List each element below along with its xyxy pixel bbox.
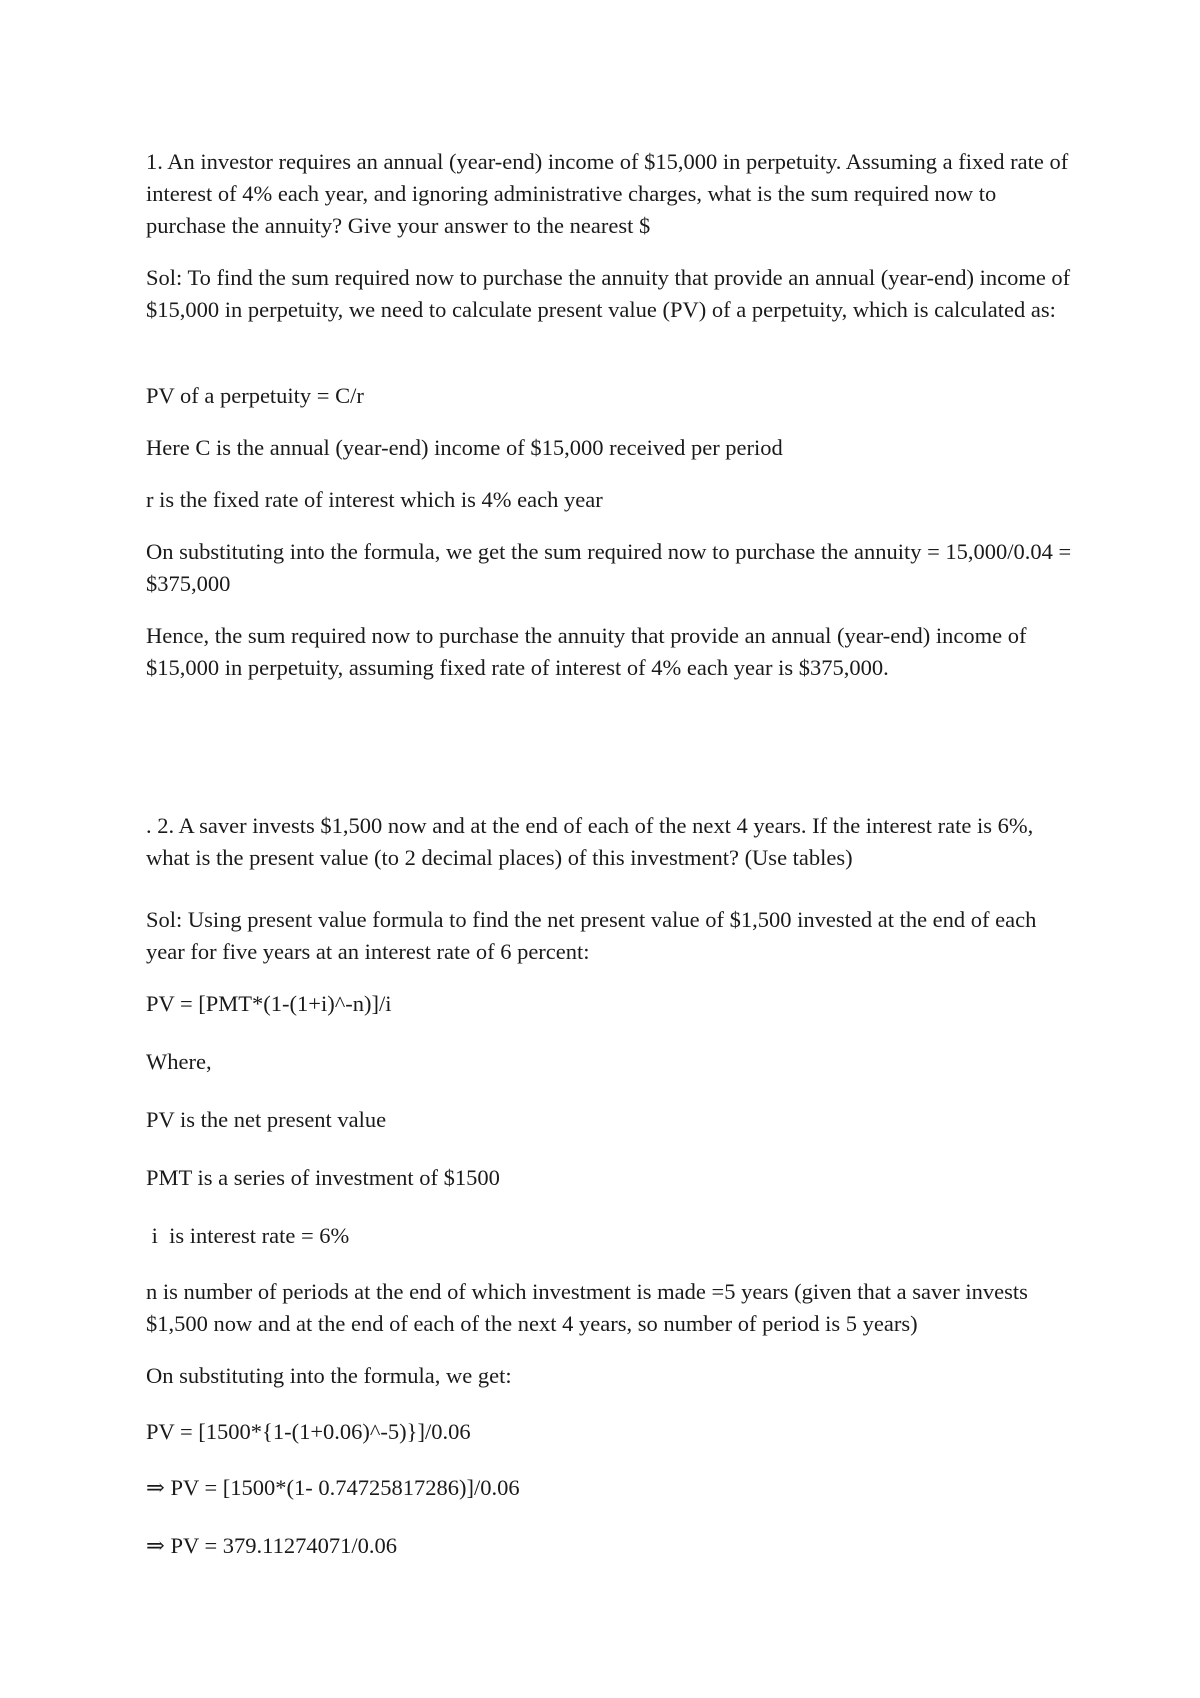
q2-where: Where, <box>146 1049 212 1074</box>
q2-definition-pmt: PMT is a series of investment of $1500 <box>146 1165 500 1190</box>
q2-step-3: ⇒ PV = 379.11274071/0.06 <box>146 1533 397 1558</box>
q1-conclusion: Hence, the sum required now to purchase the annuity that provide an annual (year-end) income of $15,000 in perpetuity, assuming fixed rate of interest of 4% each year is $375,000. <box>146 623 1027 680</box>
question-1: 1. An investor requires an annual (year-end) income of $15,000 in perpetuity. Assuming a fixed rate of interest of 4% each year, and ignoring administrative charges, what is the sum required now to purchase the annuity? Give your answer to the nearest $ <box>146 149 1069 238</box>
q1-definition-r: r is the fixed rate of interest which is 4% each year <box>146 487 603 512</box>
q1-solution-intro: Sol: To find the sum required now to purchase the annuity that provide an annual (year-end) income of $15,000 in perpetuity, we need to calculate present value (PV) of a perpetuity, which is calculated as: <box>146 265 1071 322</box>
q2-step-2: ⇒ PV = [1500*(1- 0.74725817286)]/0.06 <box>146 1475 520 1500</box>
q2-definition-i: i is interest rate = 6% <box>146 1223 350 1248</box>
q2-definition-pv: PV is the net present value <box>146 1107 387 1132</box>
q1-substitution: On substituting into the formula, we get the sum required now to purchase the annuity = 15,000/0.04 = $375,000 <box>146 539 1072 596</box>
question-2: . 2. A saver invests $1,500 now and at the end of each of the next 4 years. If the interest rate is 6%, what is the present value (to 2 decimal places) of this investment? (Use tables) <box>146 813 1034 870</box>
q1-definition-c: Here C is the annual (year-end) income of $15,000 received per period <box>146 435 783 460</box>
q2-step-1: PV = [1500*{1-(1+0.06)^-5)}]/0.06 <box>146 1419 471 1444</box>
q1-formula: PV of a perpetuity = C/r <box>146 383 364 408</box>
q2-substitution-intro: On substituting into the formula, we get: <box>146 1363 512 1388</box>
q2-definition-n: n is number of periods at the end of which investment is made =5 years (given that a saver invests $1,500 now and at the end of each of the next 4 years, so number of period is 5 years) <box>146 1279 1028 1336</box>
q2-solution-intro: Sol: Using present value formula to find the net present value of $1,500 invested at the end of each year for five years at an interest rate of 6 percent: <box>146 907 1037 964</box>
q2-formula: PV = [PMT*(1-(1+i)^-n)]/i <box>146 991 392 1016</box>
